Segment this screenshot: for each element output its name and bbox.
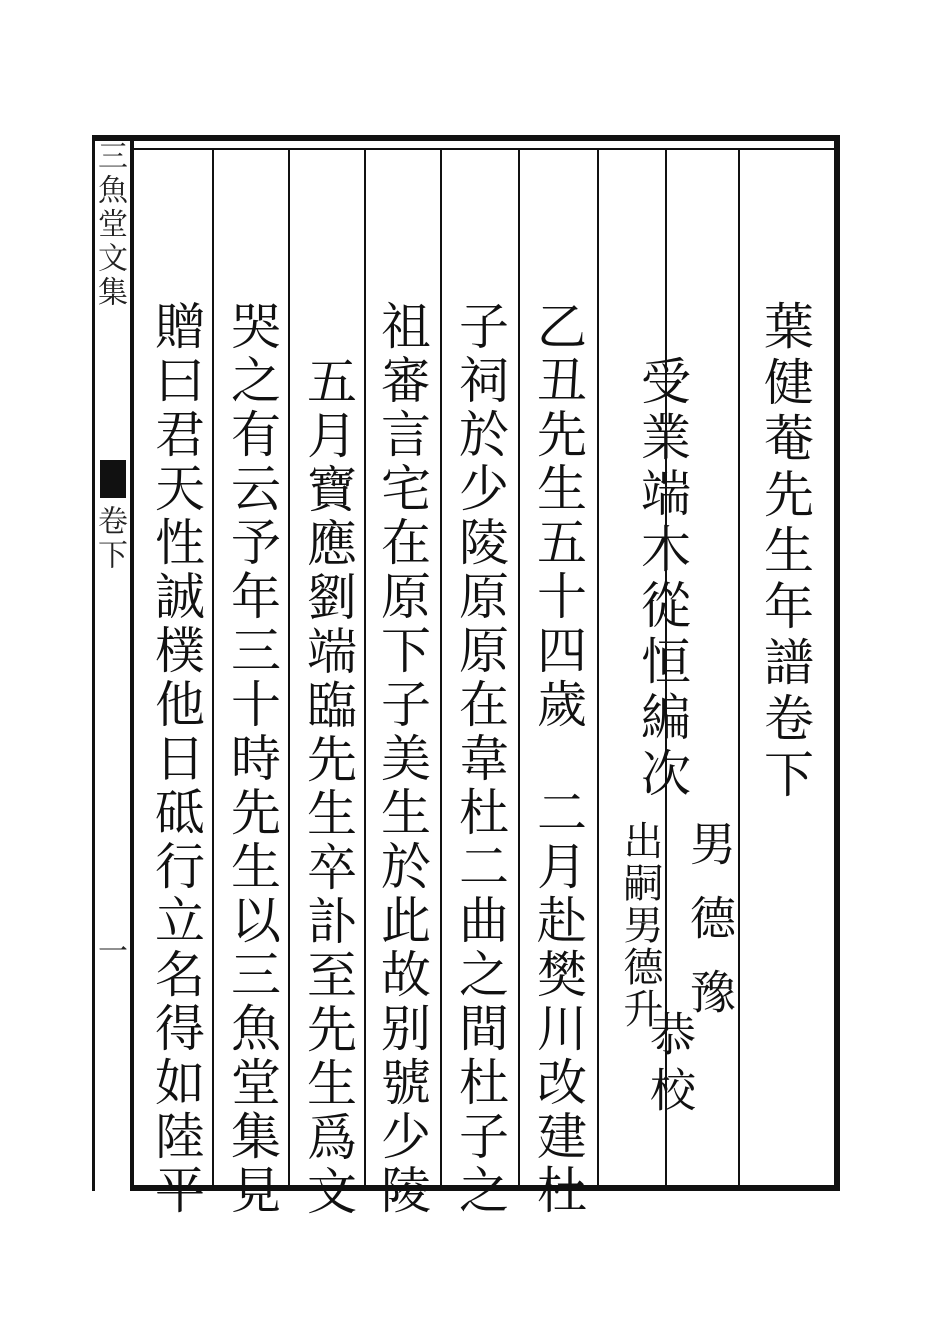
- text-column: 五月寶應劉端臨先生卒訃至先生爲文: [299, 355, 357, 1219]
- column-divider: [364, 150, 366, 1185]
- column-divider: [518, 150, 520, 1185]
- column-divider: [440, 150, 442, 1185]
- title-column: 葉健菴先生年譜卷下: [756, 300, 814, 804]
- column-divider: [288, 150, 290, 1185]
- text-column: 子祠於少陵原原在韋杜二曲之間杜子之: [451, 300, 509, 1218]
- compiler-column: 受業端木從恒編次: [633, 355, 691, 803]
- margin-running-title: 三魚堂文集: [92, 140, 127, 310]
- text-column: 哭之有云予年三十時先生以三魚堂集見: [223, 300, 281, 1218]
- frame-left-border: [130, 135, 134, 1191]
- margin-chapter: 卷下: [92, 505, 127, 573]
- proofread-column: 恭校: [643, 1010, 697, 1122]
- frame-top-inner-border: [130, 148, 840, 150]
- text-column: 祖審言宅在原下子美生於此故别號少陵: [373, 300, 431, 1218]
- adopted-son-column: 出嗣男德升: [617, 820, 663, 1030]
- text-column: 贈曰君天性誠樸他日砥行立名得如陸平: [147, 300, 205, 1218]
- column-divider: [212, 150, 214, 1185]
- frame-right-border: [834, 135, 840, 1191]
- fish-tail-block: [100, 460, 126, 498]
- margin-page-number: 一: [92, 935, 127, 965]
- column-divider: [597, 150, 599, 1185]
- text-column: 乙丑先生五十四歲 二月赴樊川改建杜: [529, 300, 587, 1218]
- proofreader-son-column: 男德豫: [683, 820, 737, 1042]
- frame-top-border: [92, 135, 840, 141]
